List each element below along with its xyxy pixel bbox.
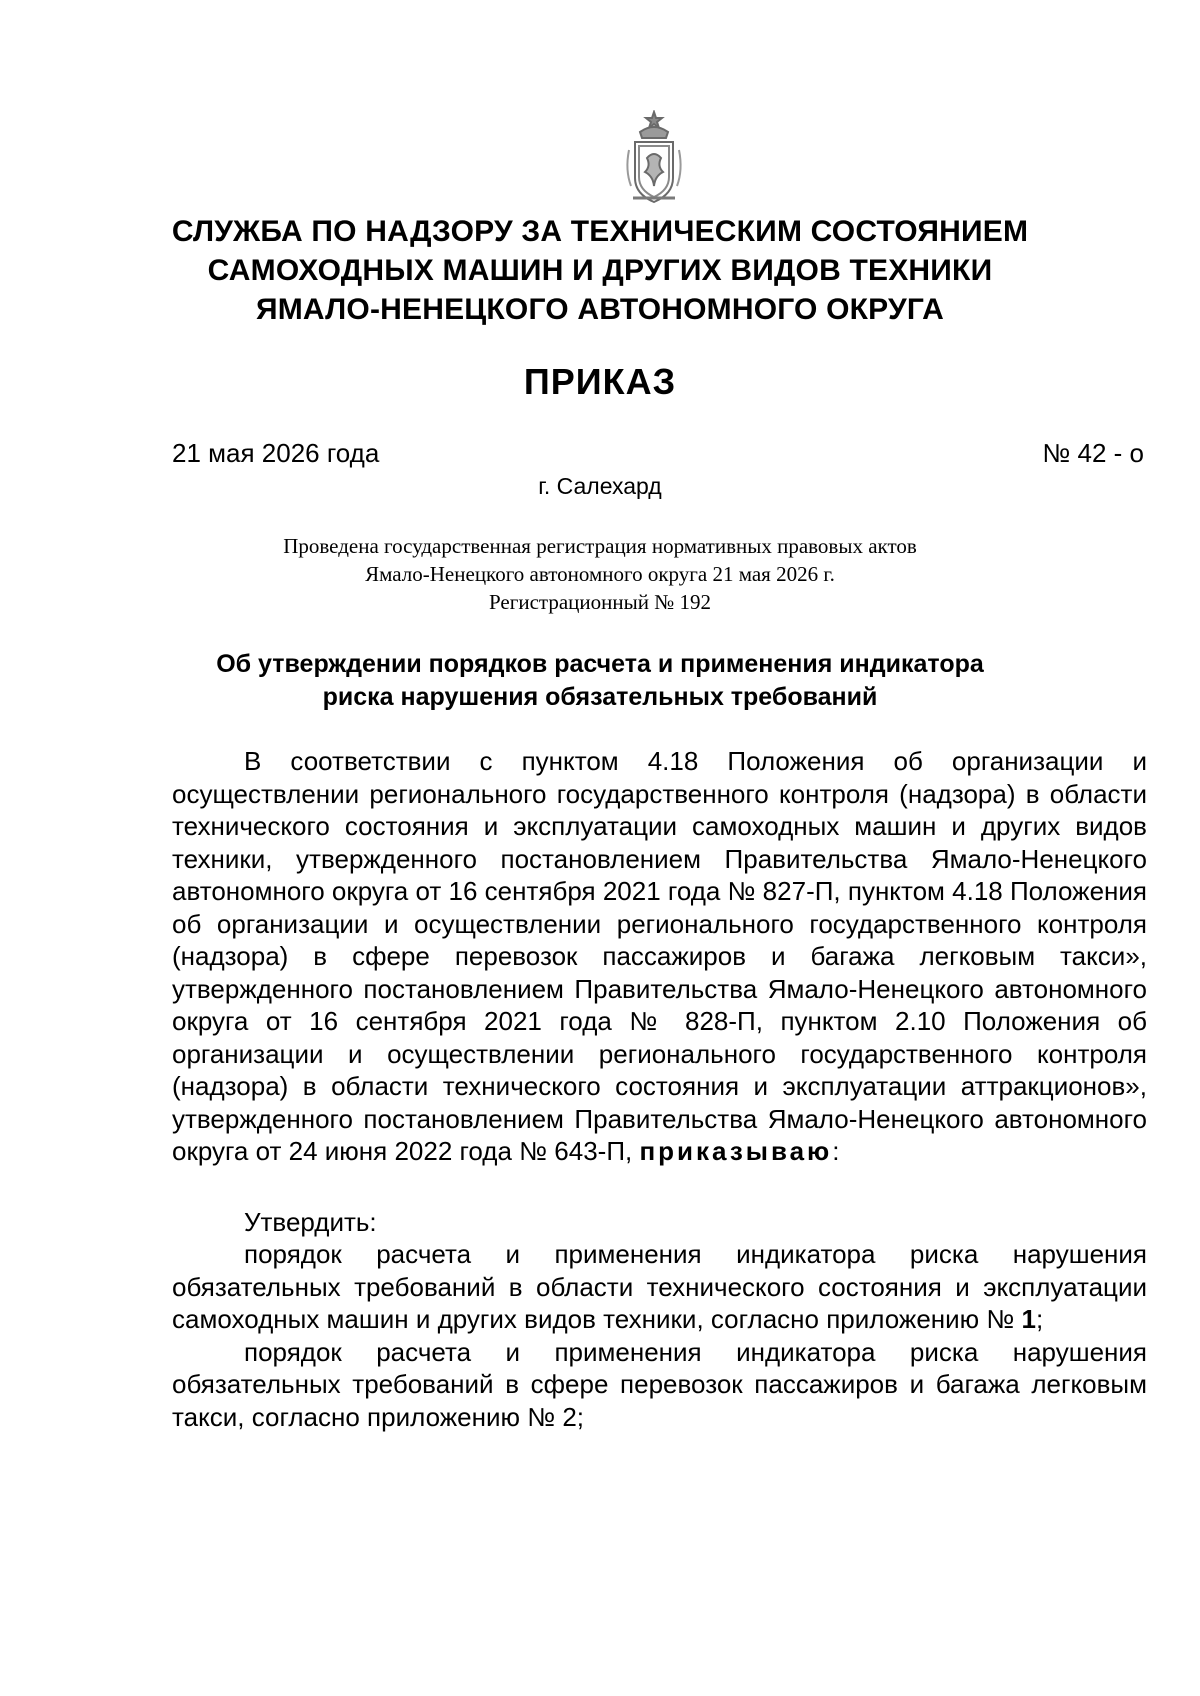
command-word: приказываю [639,1136,833,1166]
document-subject [100,648,1100,714]
preamble-text: В соответствии с пунктом 4.18 Положения об организации и осуществлении регионального государственного контроля (надзора) в области технического состояния и эксплуатации самоходных машин и других видов техники, утвержденного постановлением Правительства Ямало-Ненецкого автономного округа от 16 сентября 2021 года № 827-П, пунктом 4.18 Положения об организации и осуществлении регионального государственного контроля (надзора) в сфере перевозок пассажиров и багажа легковым такси», утвержденного постановлением Правительства Ямало-Ненецкого автономного округа от 16 сентября 2021 года № 828-П, пунктом 2.10 Положения об организации и осуществлении регионального государственного контроля (надзора) в области технического состояния и эксплуатации аттракционов», утвержденного постановлением Правительства Ямало-Ненецкого автономного округа от 24 июня 2022 года № 643-П, [172,746,1147,1166]
coat-of-arms-icon [623,110,685,210]
approve-item-end: ; [1035,1304,1044,1334]
subject-line: Об утверждении порядков расчета и применения индикатора [216,650,984,678]
document-number: № 42 - о [1042,438,1144,468]
preamble-paragraph [172,745,1147,1168]
organization-name-line: САМОХОДНЫХ МАШИН И ДРУГИХ ВИДОВ ТЕХНИКИ [207,254,993,287]
registration-line: Ямало-Ненецкого автономного округа 21 мая 2026 г. [365,562,835,586]
approve-item-text: порядок расчета и применения индикатора риска нарушения обязательных требований в области технического состояния и эксплуатации самоходных машин и других видов техники, согласно приложению № [172,1239,1147,1334]
document-date: 21 мая 2026 года [172,438,380,468]
organization-name-line: СЛУЖБА ПО НАДЗОРУ ЗА ТЕХНИЧЕСКИМ СОСТОЯНИЕМ [171,215,1029,248]
approve-item-number: 1 [1021,1304,1036,1334]
registration-line: Регистрационный № 192 [489,590,711,614]
approve-item [172,1238,1147,1336]
approve-item [172,1336,1147,1434]
organization-name [100,212,1100,329]
registration-line: Проведена государственная регистрация нормативных правовых актов [283,534,917,558]
document-body [172,745,1147,1433]
approve-heading: Утвердить: [244,1206,377,1237]
subject-line: риска нарушения обязательных требований [322,683,878,711]
approve-item-text: порядок расчета и применения индикатора риска нарушения обязательных требований в сфере перевозок пассажиров и багажа легковым такси, согласно приложению № 2; [172,1336,1147,1432]
preamble-end: : [832,1136,840,1166]
registration-stamp [100,532,1100,616]
organization-name-line: ЯМАЛО-НЕНЕЦКОГО АВТОНОМНОГО ОКРУГА [255,293,945,326]
document-city: г. Салехард [538,473,662,499]
document-type-title: ПРИКАЗ [523,361,677,402]
